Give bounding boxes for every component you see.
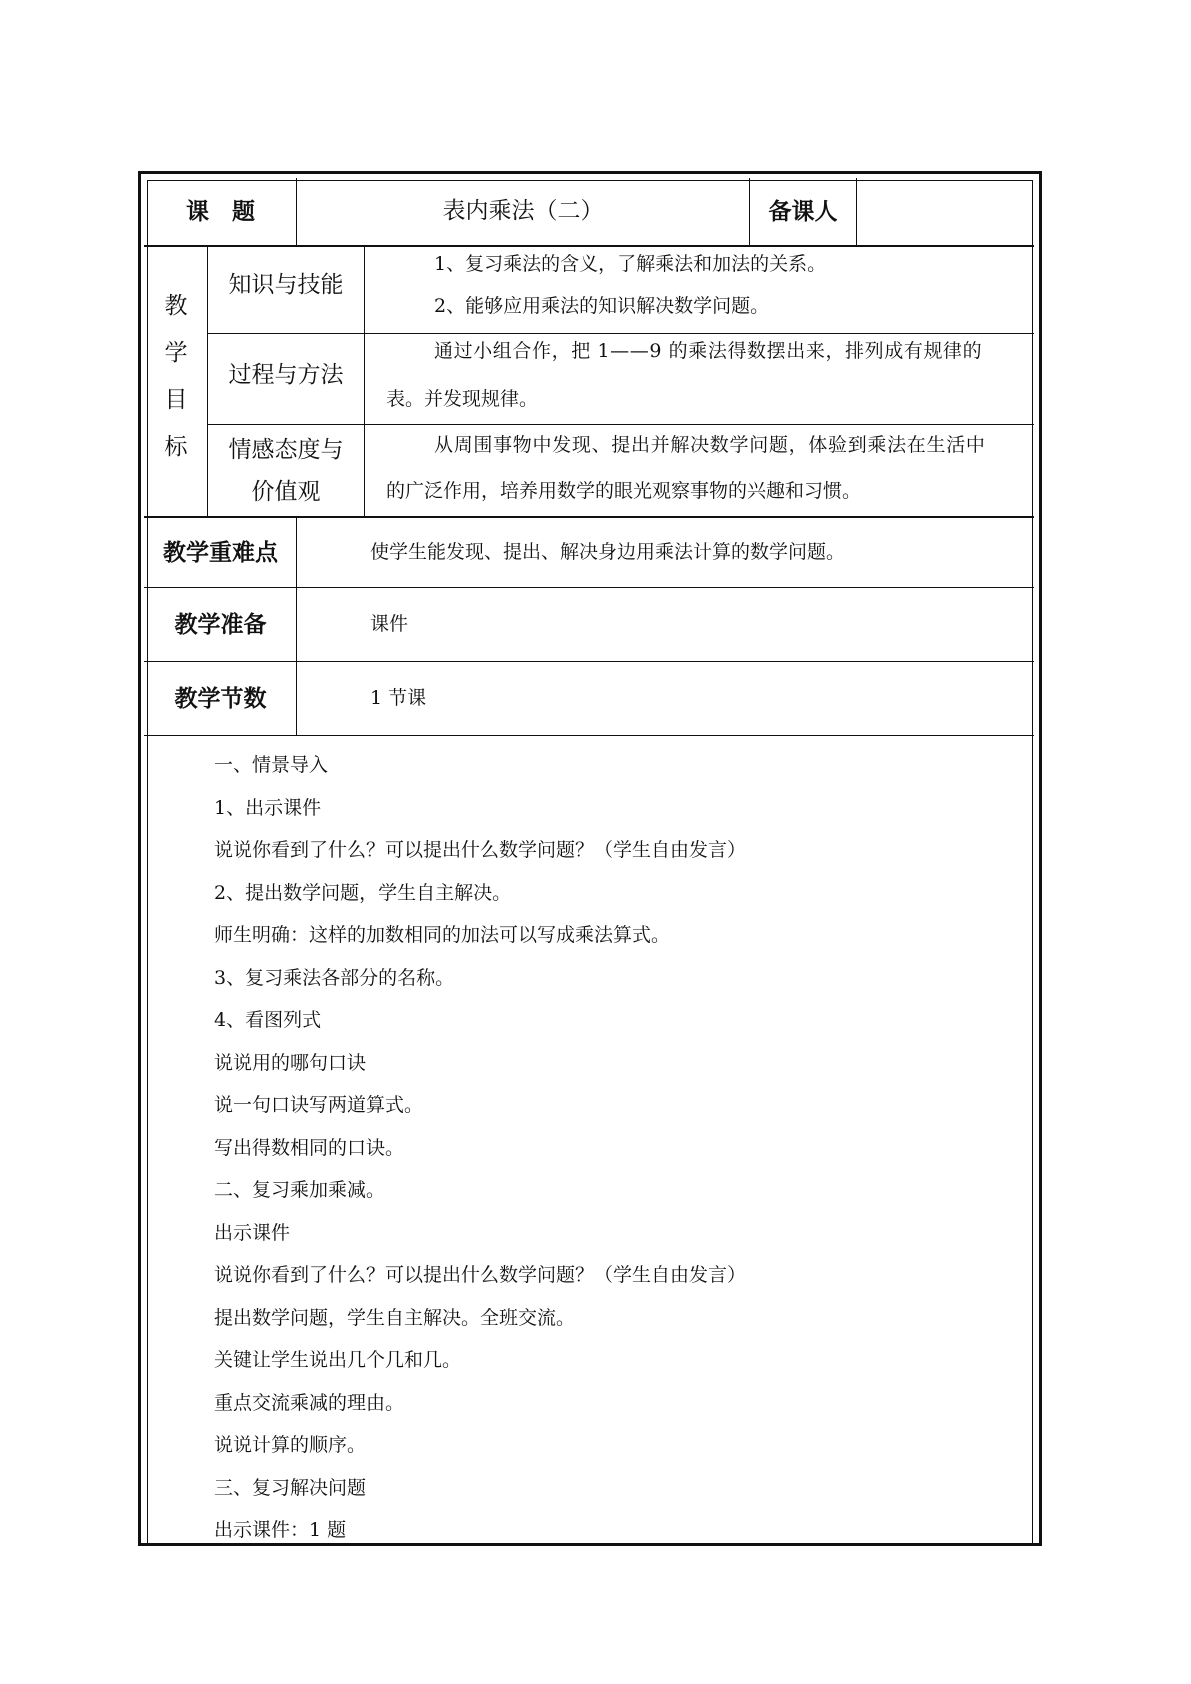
process-line: 说说你看到了什么？可以提出什么数学问题？（学生自由发言）: [214, 839, 747, 861]
process-line: 出示课件：1 题: [214, 1519, 347, 1541]
process-line: 说一句口诀写两道算式。: [214, 1094, 424, 1116]
process-line: 三、复习解决问题: [214, 1476, 367, 1499]
process-line: 重点交流乘减的理由。: [214, 1391, 405, 1414]
objectives-label-char-4: 标: [164, 434, 188, 460]
emotion-line-1: 从周围事物中发现、提出并解决数学问题，体验到乘法在生活中: [434, 434, 986, 456]
knowledge-line-2: 2、能够应用乘法的知识解决数学问题。: [434, 295, 770, 317]
process-line: 师生明确：这样的加数相同的加法可以写成乘法算式。: [214, 924, 671, 946]
process-line: 出示课件: [214, 1221, 291, 1244]
preparer-label: 备课人: [768, 198, 838, 225]
process-line: 4、看图列式: [214, 1009, 322, 1031]
topic-label: 课 题: [186, 198, 255, 225]
process-line: 二、复习乘加乘减。: [214, 1179, 386, 1201]
key-points-value: 使学生能发现、提出、解决身边用乘法计算的数学问题。: [370, 541, 846, 563]
process-line: 关键让学生说出几个几和几。: [214, 1349, 462, 1371]
emotion-label-line-1: 情感态度与: [228, 436, 344, 463]
process-label: 过程与方法: [228, 361, 344, 388]
preparer-value: [857, 178, 1034, 245]
key-points-label: 教学重难点: [163, 538, 278, 566]
periods-label: 教学节数: [174, 685, 267, 712]
process-line: 1、出示课件: [214, 796, 322, 819]
process-line: 写出得数相同的口诀。: [214, 1136, 405, 1159]
process-line: 3、复习乘法各部分的名称。: [214, 966, 455, 989]
rule-rows-col1: [296, 517, 297, 736]
objectives-label-char-2: 学: [164, 340, 188, 366]
process-line: 说说你看到了什么？可以提出什么数学问题？（学生自由发言）: [214, 1264, 747, 1286]
process-line-1: 通过小组合作，把 1——9 的乘法得数摆出来，排列成有规律的: [434, 340, 983, 362]
process-line: 说说计算的顺序。: [214, 1434, 367, 1456]
process-line: 一、情景导入: [214, 754, 329, 776]
process-line: 说说用的哪句口诀: [214, 1051, 367, 1074]
process-line: 2、提出数学问题，学生自主解决。: [214, 881, 512, 904]
objectives-label-char-3: 目: [164, 387, 188, 413]
emotion-line-2: 的广泛作用，培养用数学的眼光观察事物的兴趣和习惯。: [386, 480, 862, 502]
periods-value: 1 节课: [370, 687, 427, 709]
topic-value: 表内乘法（二）: [442, 198, 604, 224]
knowledge-line-1: 1、复习乘法的含义，了解乘法和加法的关系。: [434, 253, 827, 275]
preparation-label: 教学准备: [174, 611, 267, 638]
process-line: 提出数学问题，学生自主解决。全班交流。: [214, 1306, 576, 1329]
preparation-value: 课件: [370, 613, 409, 635]
process-line-2: 表。并发现规律。: [386, 388, 539, 410]
objectives-label: [145, 283, 207, 471]
rule-objectives-col2: [364, 246, 365, 517]
emotion-label-line-2: 价值观: [251, 478, 321, 505]
knowledge-label: 知识与技能: [228, 271, 344, 298]
rule-periods-bottom: [144, 735, 1034, 736]
teaching-process: [214, 744, 746, 1552]
objectives-label-char-1: 教: [164, 293, 188, 319]
